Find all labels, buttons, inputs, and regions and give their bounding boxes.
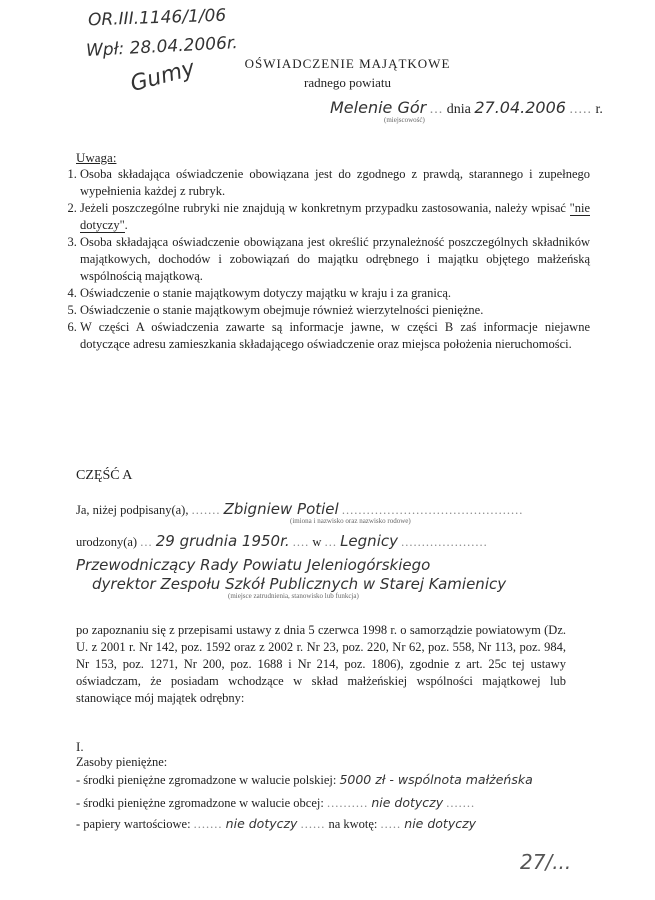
foreign-value: nie dotyczy — [371, 795, 444, 810]
notes-heading: Uwaga: — [76, 150, 117, 165]
place-date-line: Melenie Gór ... dnia 27.04.2006 ..... r. (miejscowość) — [330, 98, 603, 124]
part-a-heading: CZĘŚĆ A — [76, 468, 133, 483]
born-label: urodzony(a) — [76, 535, 138, 549]
section-one-heading: Zasoby pieniężne: — [76, 755, 168, 769]
legal-paragraph: po zapoznaniu się z przepisami ustawy z dnia 5 czerwca 1998 r. o samorządzie powiatowym (Dz. U. z 2001 r. Nr 142, poz. 1592 oraz z 2002 r. Nr 23, poz. 220, Nr 62, poz. 558, Nr 113, poz. 984, Nr 153, poz. 1271, Nr 200, poz. 1688 i Nr 214, poz. 1806), zgodnie z art. 25c tej ustawy oświadczam, że posiadam wchodzące w skład małżeńskiej wspólności majątkowej lub stanowiące mój majątek odrębny: — [76, 623, 566, 705]
born-place: Legnicy — [340, 532, 398, 550]
page-mark: 27/... — [520, 850, 572, 874]
note-item: 1. Osoba składająca oświadczenie obowiązana jest do zgodnego z prawdą, starannego i zupełnego wypełnienia każdej z rubryk. — [80, 166, 590, 200]
position-line-1: Przewodniczący Rady Powiatu Jeleniogórskiego — [76, 556, 431, 574]
document-title: OŚWIADCZENIE MAJĄTKOWE — [244, 56, 451, 71]
not-applicable-quote: "nie dotyczy" — [80, 201, 591, 232]
signer-row: Ja, niżej podpisany(a), ....... Zbigniew Potiel ............................................ — [76, 500, 524, 518]
place-value: Melenie Gór — [330, 98, 427, 117]
note-item: 5. Oświadczenie o stanie majątkowym obejmuje również wierzytelności pieniężne. — [80, 302, 590, 319]
pln-label: - środki pieniężne zgromadzone w walucie polskiej: — [76, 773, 337, 787]
received-stamp: Wpł: 28.04.2006r. — [85, 33, 239, 61]
initials-signature: Gumy — [127, 55, 198, 98]
section-one-number: I. — [76, 739, 84, 754]
pln-row — [76, 772, 533, 788]
date-label: dnia — [446, 102, 471, 117]
note-item: 6. W części A oświadczenia zawarte są informacje jawne, w części B zaś informacje niejawne dotyczące adresu zamieszkania składającego oświadczenie oraz miejsca położenia nieruchomości. — [80, 319, 590, 353]
date-suffix: r. — [595, 102, 603, 117]
foreign-label: - środki pieniężne zgromadzone w walucie obcej: — [76, 796, 324, 810]
reference-number: OR.III.1146/1/06 — [87, 5, 227, 31]
note-item: 2. Jeżeli poszczególne rubryki nie znajdują w konkretnym przypadku zastosowania, należy wpisać "nie dotyczy". — [80, 200, 590, 234]
securities-label: - papiery wartościowe: — [76, 817, 191, 831]
note-item: 4. Oświadczenie o stanie majątkowym dotyczy majątku w kraju i za granicą. — [80, 285, 590, 302]
note-item: 3. Osoba składająca oświadczenie obowiązana jest określić przynależność poszczególnych składników majątkowych, dochodów i zobowiązań do majątku odrębnego i majątku objętego małżeńską wspólnością majątkową. — [80, 234, 590, 285]
signer-value: Zbigniew Potiel — [223, 500, 339, 518]
amount-label: na kwotę: — [328, 817, 378, 831]
notes-list — [58, 166, 590, 353]
born-in: w — [312, 535, 322, 549]
place-caption: (miejscowość) — [384, 116, 425, 124]
document-subtitle: radnego powiatu — [303, 75, 391, 90]
pln-value: 5000 zł - wspólnota małżeńska — [339, 772, 533, 787]
date-value: 27.04.2006 — [474, 98, 566, 117]
securities-value: nie dotyczy — [225, 816, 298, 831]
foreign-row: - środki pieniężne zgromadzone w walucie obcej: .......... nie dotyczy ....... — [76, 795, 476, 810]
signer-caption: (imiona i nazwisko oraz nazwisko rodowe) — [290, 517, 411, 525]
position-line-2: dyrektor Zespołu Szkół Publicznych w Starej Kamienicy — [92, 575, 507, 593]
position-caption: (miejsce zatrudnienia, stanowisko lub funkcja) — [228, 592, 359, 600]
birth-row: urodzony(a) ... 29 grudnia 1950r. .... w ... Legnicy ..................... — [76, 532, 488, 550]
born-date: 29 grudnia 1950r. — [155, 532, 290, 550]
signer-label: Ja, niżej podpisany(a), — [76, 503, 189, 517]
securities-row: - papiery wartościowe: ....... nie dotyczy ...... na kwotę: ..... nie dotyczy — [76, 816, 477, 831]
amount-value: nie dotyczy — [404, 816, 477, 831]
